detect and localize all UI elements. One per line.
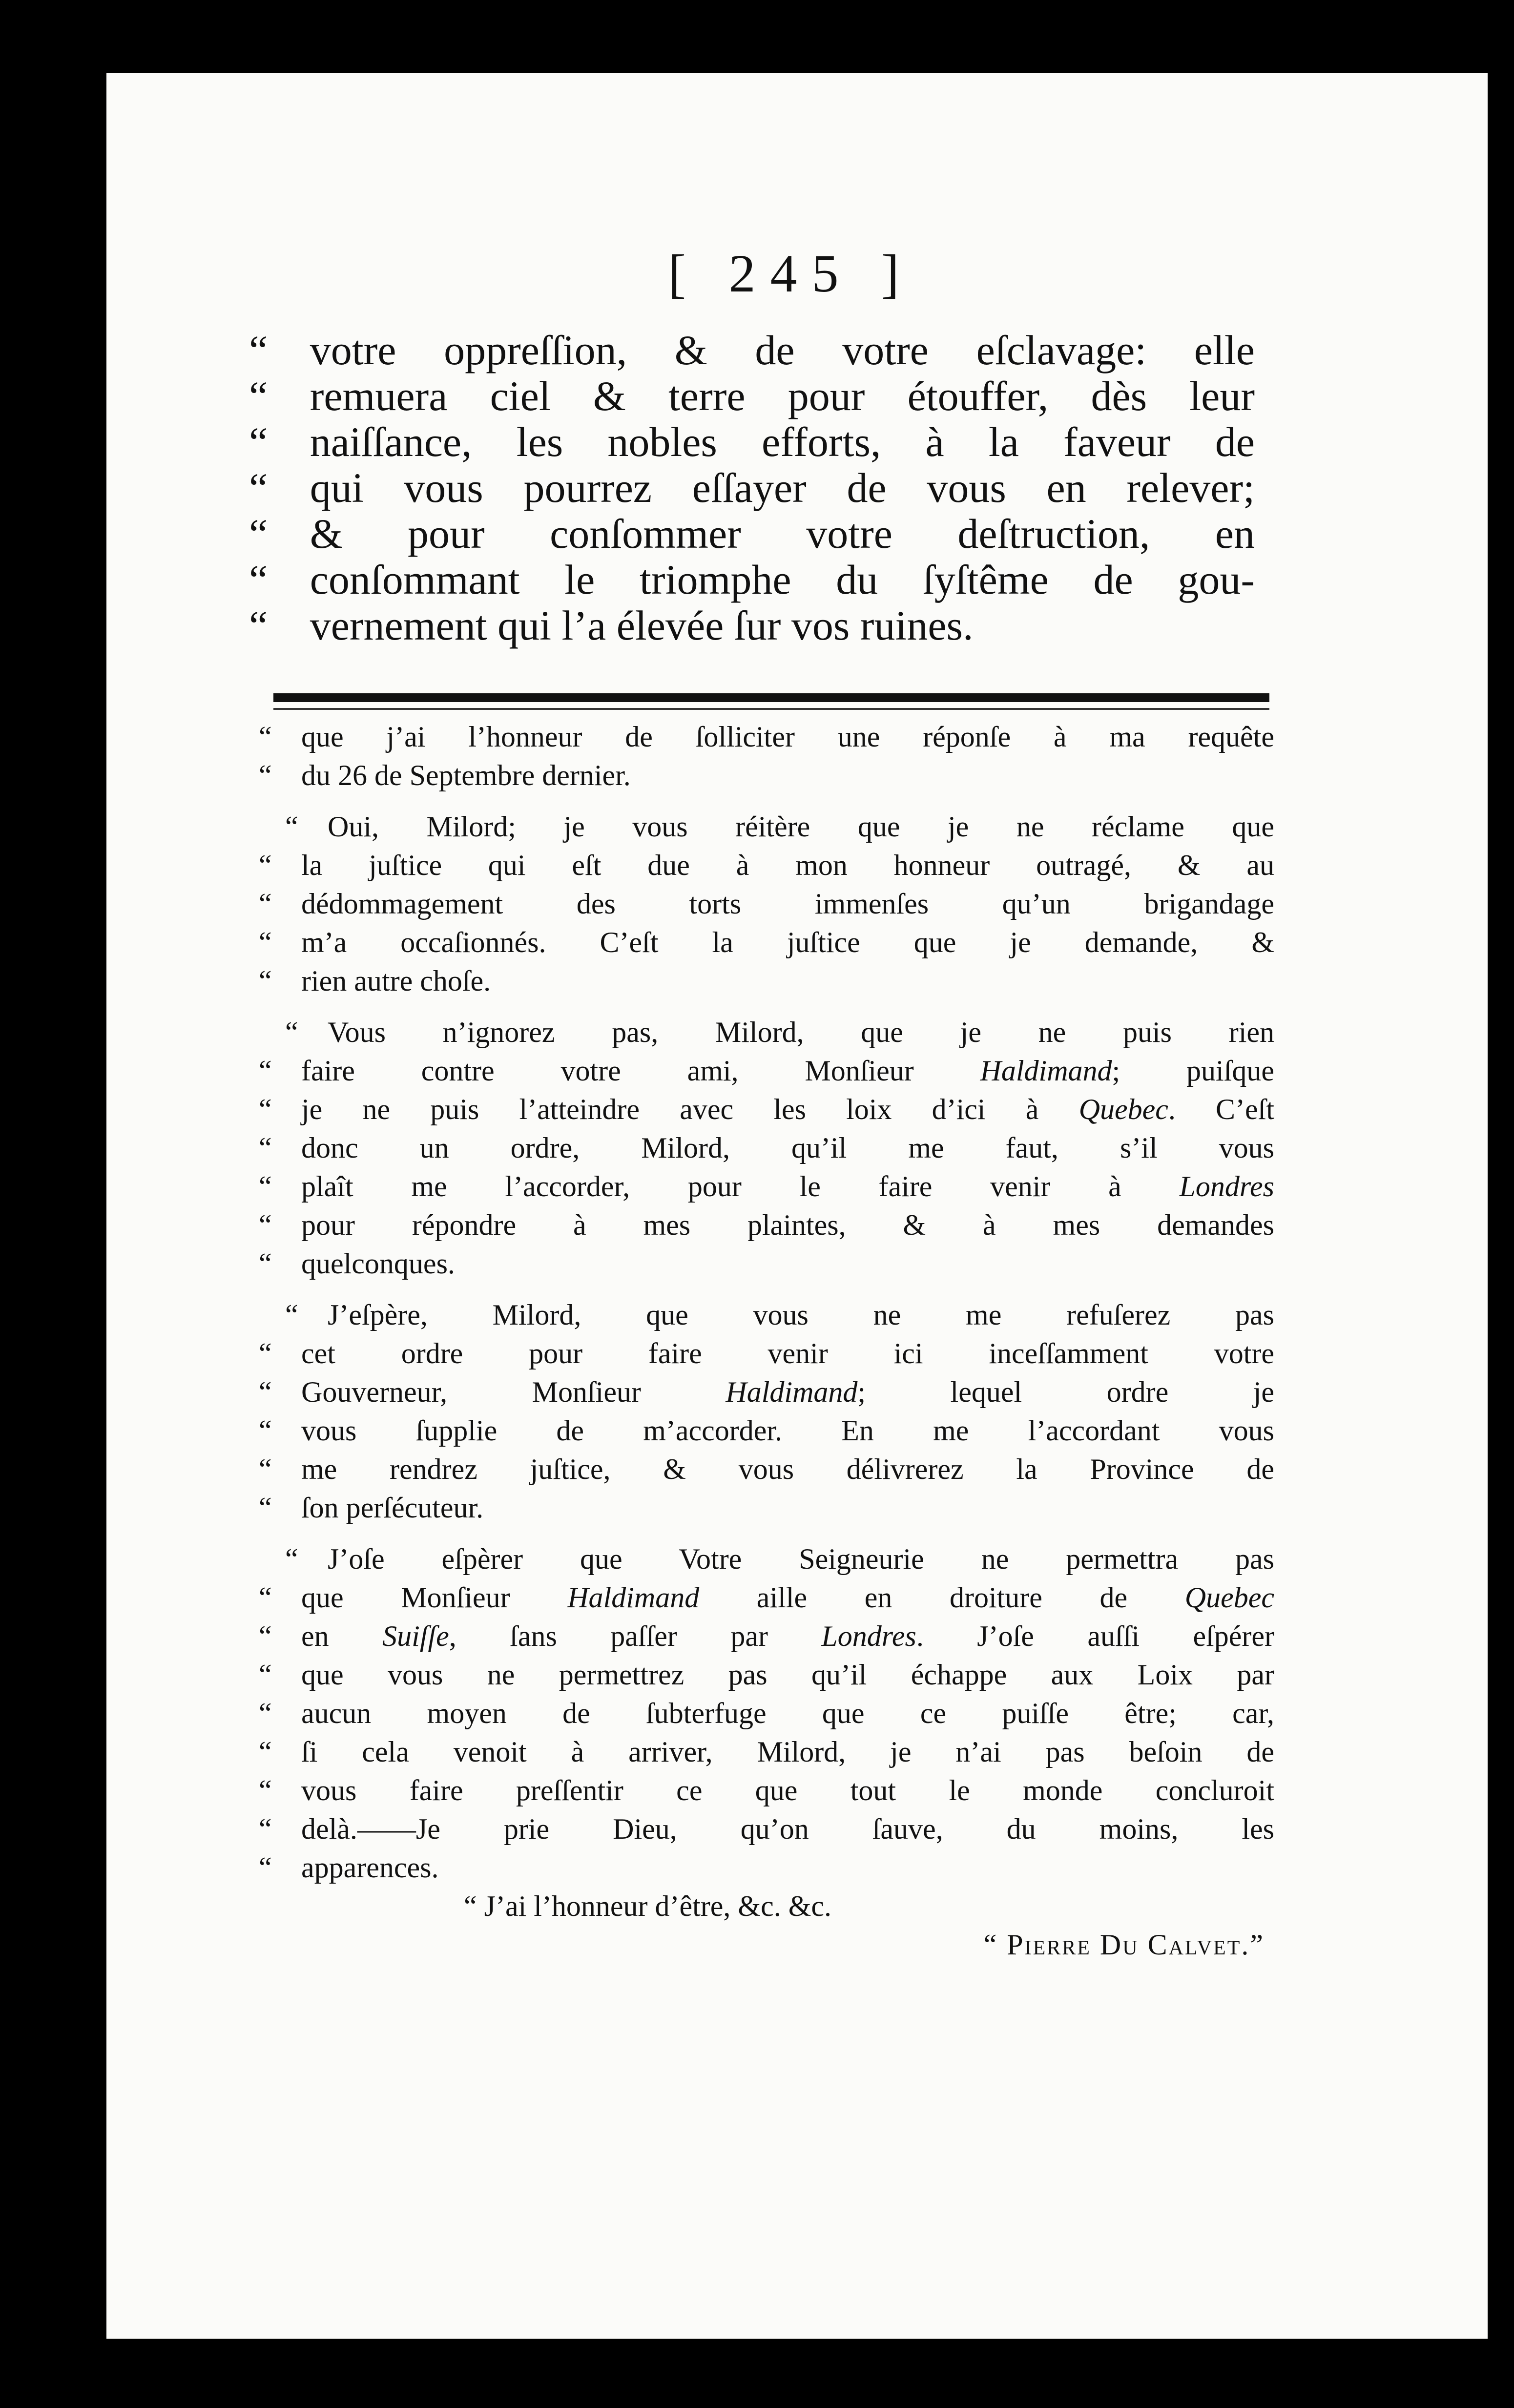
letter-line: “ vous ſupplie de m’accorder. En me l’accordant vous bbox=[259, 1414, 1274, 1447]
place-quebec: Quebec bbox=[1184, 1581, 1275, 1614]
upper-line: “ votre oppreſſion, & de votre eſclavage: elle bbox=[249, 327, 1255, 374]
section-rule-thin bbox=[273, 708, 1269, 710]
letter-line: “ J’eſpère, Milord, que vous ne me refuſerez pas bbox=[285, 1299, 1274, 1331]
upper-line: “ vernement qui l’a élevée ſur vos ruines. bbox=[249, 602, 974, 649]
letter-line: “ J’oſe eſpèrer que Votre Seigneurie ne permettra pas bbox=[285, 1543, 1274, 1575]
letter-line: “ dédommagement des torts immenſes qu’un brigandage bbox=[259, 888, 1274, 920]
upper-line: “ qui vous pourrez eſſayer de vous en relever; bbox=[249, 464, 1255, 511]
letter-line: “ rien autre choſe. bbox=[259, 965, 491, 997]
letter-line: “ ſi cela venoit à arriver, Milord, je n’ai pas beſoin de bbox=[259, 1736, 1274, 1768]
name-haldimand: Haldimand bbox=[726, 1376, 858, 1408]
letter-line: “ Gouverneur, Monſieur Haldimand; lequel ordre je bbox=[259, 1376, 1274, 1408]
book-page bbox=[93, 73, 1489, 2339]
name-haldimand: Haldimand bbox=[980, 1055, 1112, 1087]
upper-line: “ conſommant le triomphe du ſyſtême de gou- bbox=[249, 556, 1255, 603]
page-edge bbox=[1488, 73, 1489, 2339]
letter-line: “ donc un ordre, Milord, qu’il me faut, s’il vous bbox=[259, 1132, 1274, 1164]
letter-line: “ delà.——Je prie Dieu, qu’on ſauve, du moins, les bbox=[259, 1813, 1274, 1845]
upper-line: “ & pour conſommer votre deſtruction, en bbox=[249, 510, 1255, 557]
letter-line: “ ſon perſécuteur. bbox=[259, 1492, 484, 1524]
letter-line: “ cet ordre pour faire venir ici inceſſamment votre bbox=[259, 1337, 1274, 1370]
upper-line: “ remuera ciel & terre pour étouffer, dès leur bbox=[249, 373, 1255, 419]
letter-line: “ m’a occaſionnés. C’eſt la juſtice que je demande, & bbox=[259, 926, 1274, 958]
section-rule bbox=[273, 693, 1269, 702]
letter-line: “ Vous n’ignorez pas, Milord, que je ne puis rien bbox=[285, 1016, 1274, 1048]
letter-line: “ que Monſieur Haldimand aille en droiture de Quebec bbox=[259, 1581, 1275, 1614]
letter-line: “ que vous ne permettrez pas qu’il échappe aux Loix par bbox=[259, 1659, 1274, 1691]
page-number: [ 245 ] bbox=[668, 244, 914, 303]
letter-text bbox=[259, 718, 1274, 1964]
upper-line: “ naiſſance, les nobles efforts, à la faveur de bbox=[249, 418, 1255, 465]
place-londres: Londres bbox=[821, 1620, 916, 1652]
letter-line: “ je ne puis l’atteindre avec les loix d’ici à Quebec. C’eſt bbox=[259, 1093, 1274, 1125]
letter-line: “ la juſtice qui eſt due à mon honneur outragé, & au bbox=[259, 849, 1274, 881]
binding-shadow bbox=[93, 73, 106, 2339]
closing-salutation: “ J’ai l’honneur d’être, &c. &c. bbox=[464, 1890, 832, 1922]
upper-passage bbox=[249, 327, 1255, 648]
letter-line: “ aucun moyen de ſubterfuge que ce puiſſe être; car, bbox=[259, 1697, 1274, 1729]
signature: “ Pierre Du Calvet.” bbox=[983, 1929, 1265, 1961]
place-londres: Londres bbox=[1179, 1170, 1274, 1203]
letter-line: “ pour répondre à mes plaintes, & à mes demandes bbox=[259, 1209, 1274, 1241]
place-quebec: Quebec bbox=[1078, 1093, 1168, 1125]
letter-line: “ Oui, Milord; je vous réitère que je ne réclame que bbox=[285, 810, 1274, 843]
letter-line: “ plaît me l’accorder, pour le faire venir à Londres bbox=[259, 1170, 1274, 1203]
letter-line: “ quelconques. bbox=[259, 1247, 455, 1280]
letter-line: “ faire contre votre ami, Monſieur Haldimand; puiſque bbox=[259, 1055, 1275, 1087]
letter-line: “ apparences. bbox=[259, 1851, 439, 1884]
letter-line: “ du 26 de Septembre dernier. bbox=[259, 759, 631, 791]
letter-line: “ vous faire preſſentir ce que tout le monde concluroit bbox=[259, 1774, 1274, 1806]
name-haldimand: Haldimand bbox=[567, 1581, 700, 1614]
letter-line: “ que j’ai l’honneur de ſolliciter une réponſe à ma requête bbox=[259, 721, 1274, 753]
place-suisse: Suiſſe bbox=[382, 1620, 449, 1652]
letter-line: “ me rendrez juſtice, & vous délivrerez la Province de bbox=[259, 1453, 1274, 1485]
letter-line: “ en Suiſſe, ſans paſſer par Londres. J’oſe auſſi eſpérer bbox=[259, 1620, 1275, 1652]
